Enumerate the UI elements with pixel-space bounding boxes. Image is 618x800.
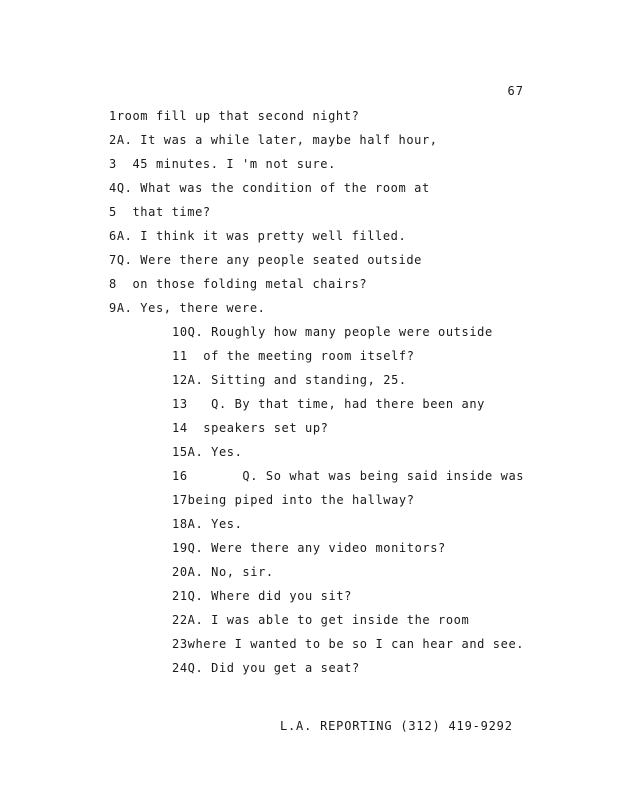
transcript-line-8: 8 on those folding metal chairs? [109,277,368,291]
transcript-line-9: 9A. Yes, there were. [109,301,266,315]
transcript-line-14: 14 speakers set up? [172,421,329,435]
transcript-line-18: 18A. Yes. [172,517,243,531]
reporter-footer: L.A. REPORTING (312) 419-9292 [280,719,513,733]
transcript-line-16: 16 Q. So what was being said inside was [172,469,525,483]
transcript-line-3: 3 45 minutes. I 'm not sure. [109,157,336,171]
transcript-line-15: 15A. Yes. [172,445,243,459]
transcript-line-19: 19Q. Were there any video monitors? [172,541,446,555]
transcript-line-4: 4Q. What was the condition of the room at [109,181,430,195]
transcript-line-11: 11 of the meeting room itself? [172,349,415,363]
transcript-line-6: 6A. I think it was pretty well filled. [109,229,407,243]
transcript-line-17: 17being piped into the hallway? [172,493,415,507]
transcript-line-13: 13 Q. By that time, had there been any [172,397,485,411]
transcript-line-7: 7Q. Were there any people seated outside [109,253,422,267]
page-number: 67 [507,84,524,98]
transcript-line-23: 23where I wanted to be so I can hear and see. [172,637,525,651]
transcript-line-24: 24Q. Did you get a seat? [172,661,360,675]
transcript-line-1: 1room fill up that second night? [109,109,360,123]
transcript-line-22: 22A. I was able to get inside the room [172,613,470,627]
transcript-line-5: 5 that time? [109,205,211,219]
transcript-line-12: 12A. Sitting and standing, 25. [172,373,407,387]
transcript-line-21: 21Q. Where did you sit? [172,589,352,603]
transcript-line-20: 20A. No, sir. [172,565,274,579]
transcript-line-2: 2A. It was a while later, maybe half hour, [109,133,438,147]
transcript-line-10: 10Q. Roughly how many people were outside [172,325,493,339]
